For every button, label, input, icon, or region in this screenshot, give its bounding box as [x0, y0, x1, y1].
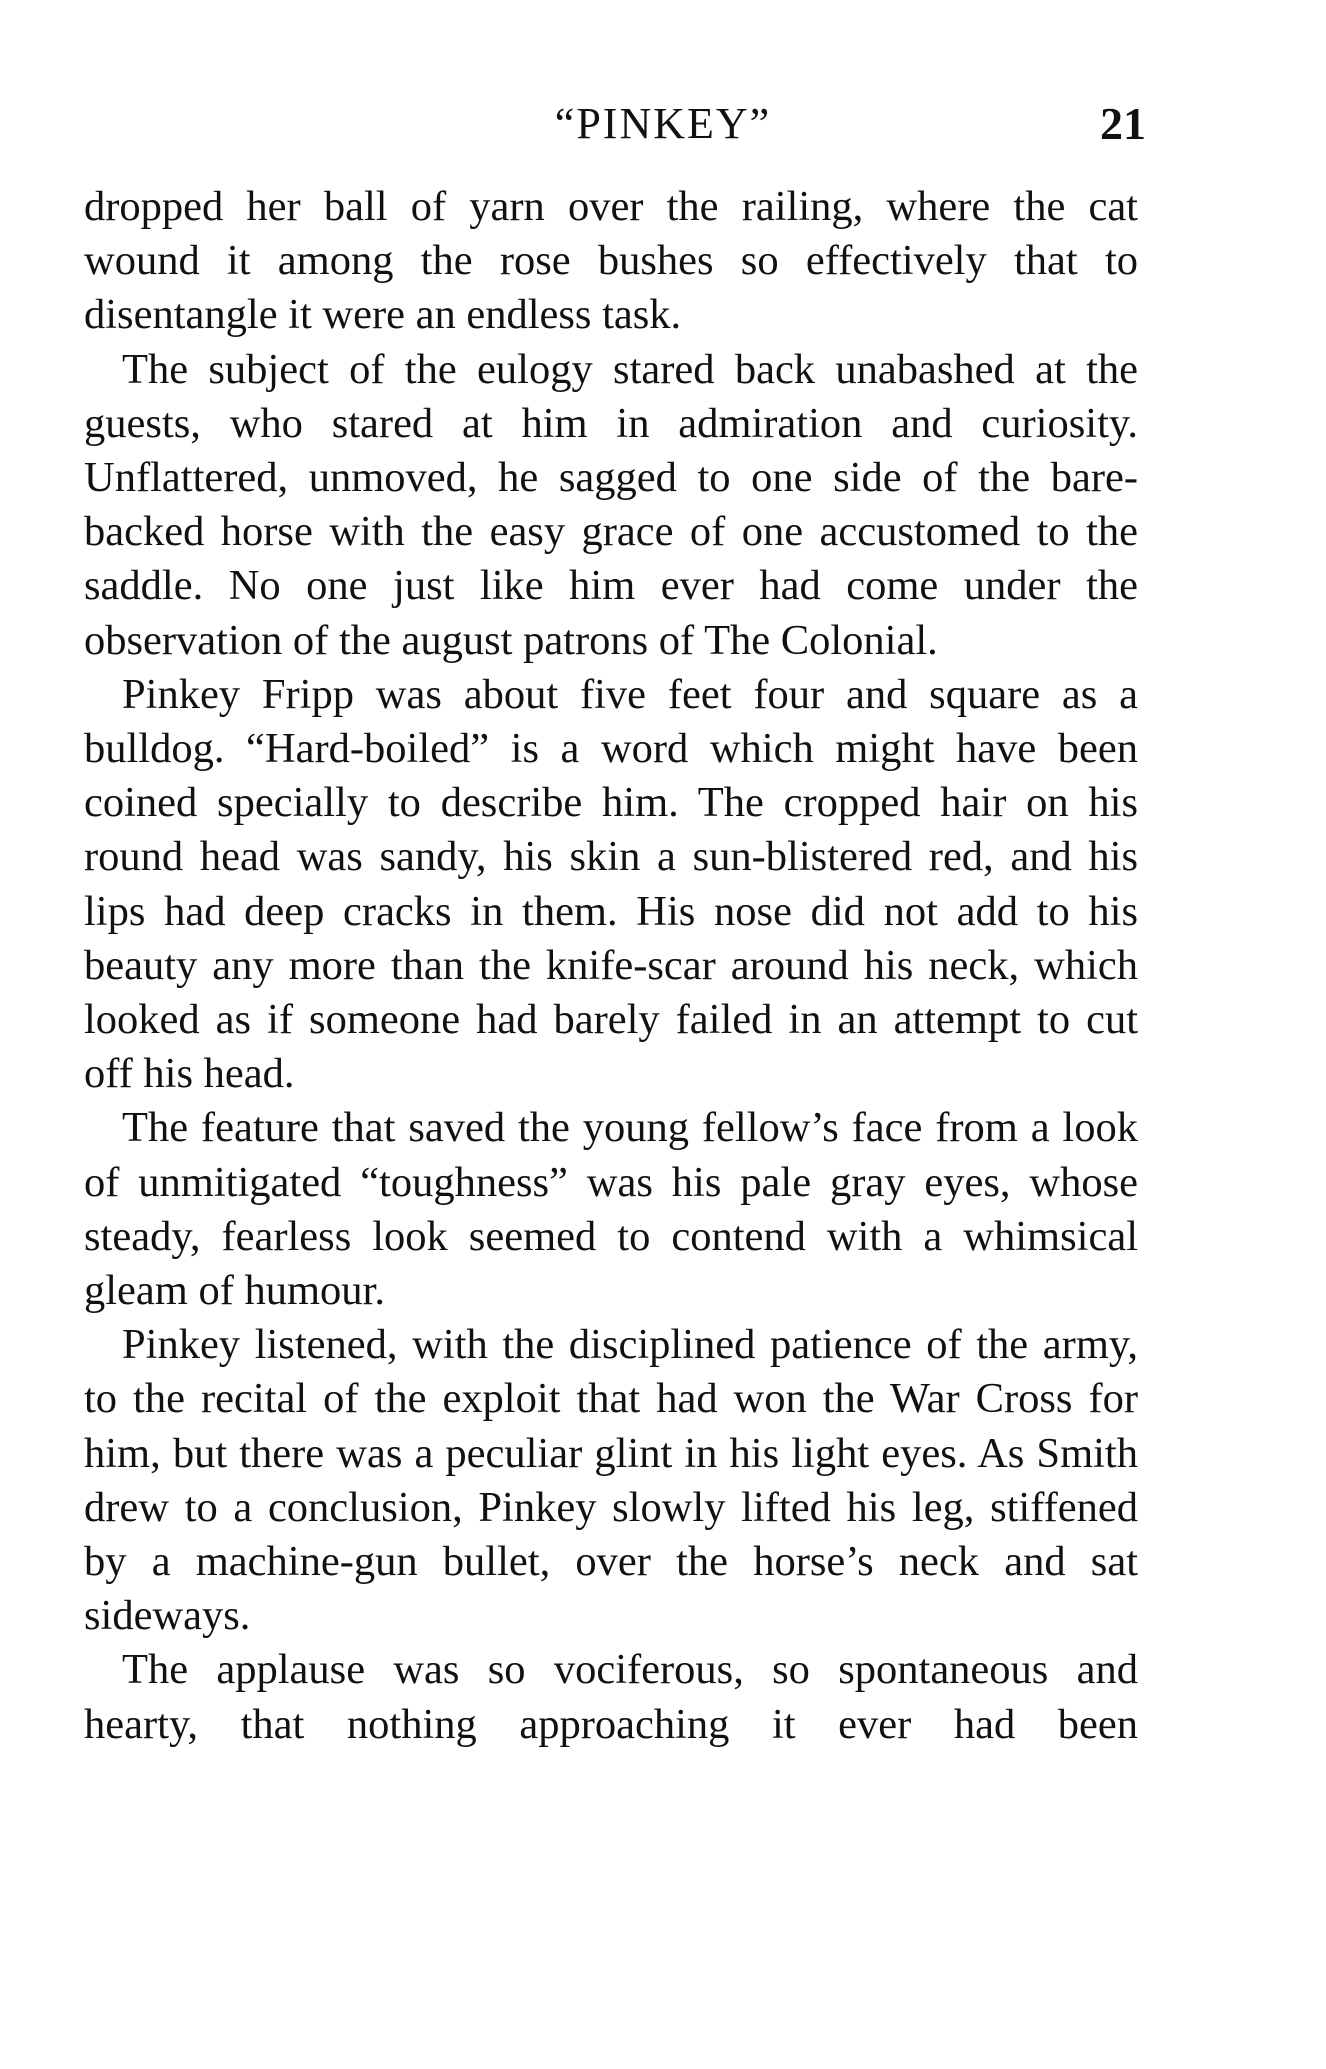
- running-title: “PINKEY”: [554, 99, 772, 148]
- paragraph-4: The feature that saved the young fellow’s face from a look of unmitigated “toughness” was his pale gray eyes, whose steady, fearless look seemed to contend with a whimsical gleam of humour.: [84, 1104, 1138, 1315]
- page-number: 21: [1100, 98, 1146, 149]
- paragraph-6: The applause was so vociferous, so spontaneous and hearty, that nothing approaching it ever had been: [84, 1646, 1138, 1748]
- paragraph-2: The subject of the eulogy stared back unabashed at the guests, who stared at him in admiration and curiosity. Unflattered, unmoved, he sagged to one side of the bare-backed horse with the easy grace of one accustomed to the saddle. No one just like him ever had come under the observation of the august patrons of The Colonial.: [84, 345, 1138, 664]
- paragraph-5: Pinkey listened, with the disciplined patience of the army, to the recital of the exploit that had won the War Cross for him, but there was a peculiar glint in his light eyes. As Smith drew to a conclusion, Pinkey slowly lifted his leg, stiffened by a machine-gun bullet, over the horse’s neck and sat sideways.: [84, 1321, 1138, 1640]
- paragraph-1: dropped her ball of yarn over the railing, where the cat wound it among the rose bushes so effectively that to disentangle it were an endless task.: [84, 183, 1138, 339]
- paragraph-3: Pinkey Fripp was about five feet four and square as a bulldog. “Hard-boiled” is a word which might have been coined specially to describe him. The cropped hair on his round head was sandy, his skin a sun-blistered red, and his lips had deep cracks in them. His nose did not add to his beauty any more than the knife-scar around his neck, which looked as if someone had barely failed in an attempt to cut off his head.: [84, 670, 1138, 1098]
- body-text: [84, 180, 1138, 1752]
- running-header: [0, 94, 1326, 154]
